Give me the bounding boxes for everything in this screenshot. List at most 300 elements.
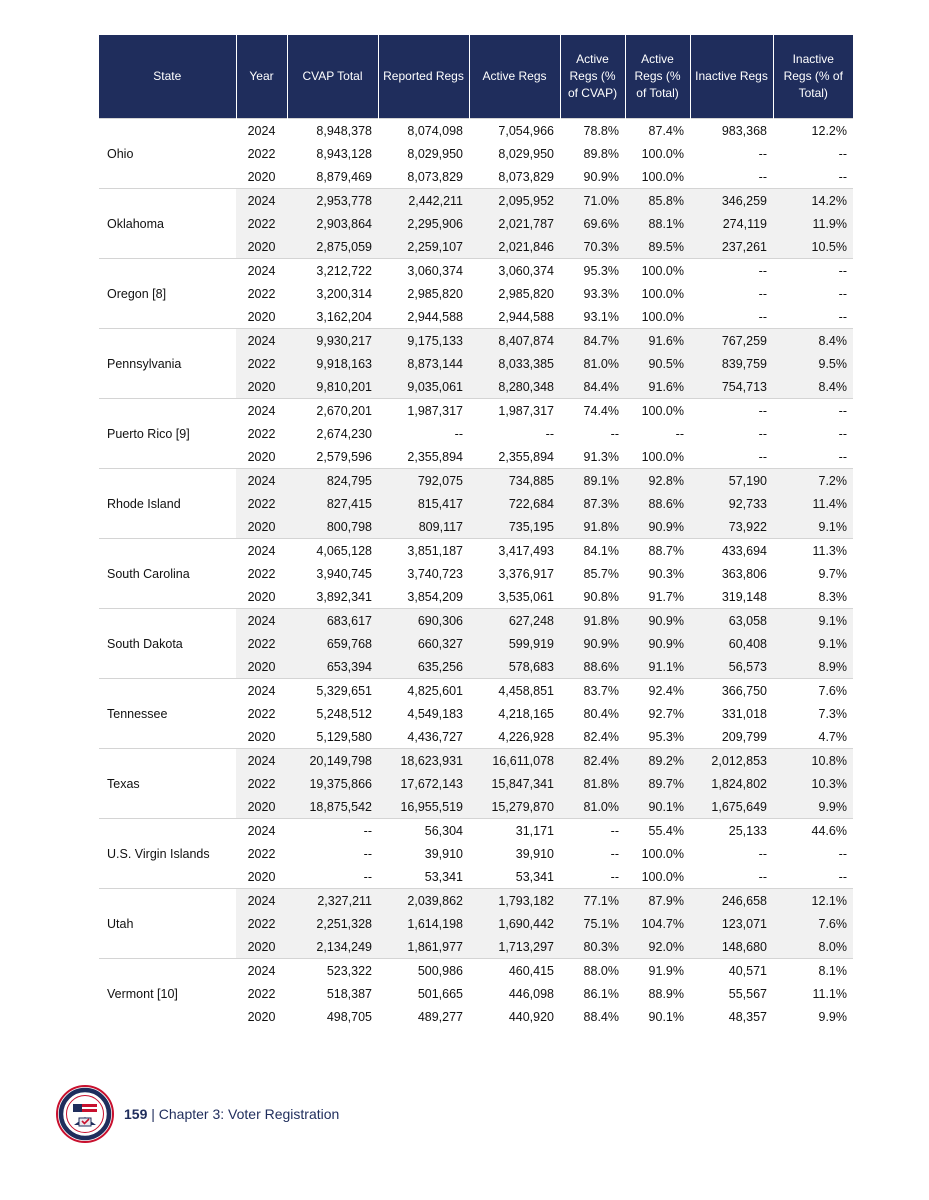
cvap-total-cell: 498,705 [326,1009,372,1024]
table-row [99,539,853,563]
cvap-total-cell: 800,798 [287,515,378,539]
active-pct-total-cell: 100.0% [641,169,684,184]
active-regs-cell: 8,280,348 [469,375,560,399]
inactive-regs-cell: 25,133 [690,819,773,843]
active-pct-cvap-cell: 71.0% [560,189,625,213]
cvap-total-cell: 3,892,341 [316,589,372,604]
inactive-pct-total-cell: 8.4% [773,375,853,399]
year-cell: 2022 [247,986,276,1001]
header-inactive-regs: Inactive Regs [690,35,773,119]
active-pct-total-cell: 90.5% [625,352,690,375]
inactive-regs-cell: -- [758,846,767,861]
active-regs-cell: 446,098 [508,986,554,1001]
state-cell: Vermont [10] [99,959,236,1029]
reported-regs-cell: 9,035,061 [378,375,469,399]
cvap-total-cell: 523,322 [287,959,378,983]
active-pct-total-cell: 95.3% [648,729,684,744]
cvap-total-cell: 518,387 [326,986,372,1001]
active-regs-cell: 460,415 [469,959,560,983]
year-cell: 2022 [247,426,276,441]
active-pct-cvap-cell: 90.9% [560,632,625,655]
inactive-regs-cell: 209,799 [721,729,767,744]
active-pct-total-cell: 89.5% [625,235,690,259]
active-pct-cvap-cell: 88.4% [583,1009,619,1024]
inactive-pct-total-cell: -- [838,309,847,324]
inactive-pct-total-cell: 8.4% [773,329,853,353]
inactive-regs-cell: -- [690,399,773,423]
year-cell: 2022 [236,212,287,235]
inactive-regs-cell: 60,408 [690,632,773,655]
inactive-pct-total-cell: 11.9% [773,212,853,235]
inactive-regs-cell: 148,680 [690,935,773,959]
active-regs-cell: 53,341 [515,869,554,884]
state-cell: Pennsylvania [99,329,236,399]
active-pct-cvap-cell: 75.1% [560,912,625,935]
year-cell: 2024 [236,119,287,143]
active-regs-cell: -- [545,426,554,441]
cvap-total-cell: 19,375,866 [287,772,378,795]
active-regs-cell: 599,919 [469,632,560,655]
cvap-total-cell: 3,212,722 [287,259,378,283]
table-row [99,679,853,703]
inactive-regs-cell: 237,261 [690,235,773,259]
active-pct-cvap-cell: 80.4% [583,706,619,721]
reported-regs-cell: 2,442,211 [378,189,469,213]
inactive-pct-total-cell: 9.7% [818,566,847,581]
inactive-regs-cell: 40,571 [690,959,773,983]
active-regs-cell: 15,279,870 [469,795,560,819]
reported-regs-cell: 2,295,906 [378,212,469,235]
cvap-total-cell: 9,810,201 [287,375,378,399]
chapter-title: Chapter 3: Voter Registration [158,1106,340,1122]
active-regs-cell: 2,355,894 [498,449,554,464]
inactive-pct-total-cell: -- [838,169,847,184]
header-reported-regs: Reported Regs [378,35,469,119]
reported-regs-cell: 16,955,519 [378,795,469,819]
year-cell: 2022 [236,772,287,795]
inactive-pct-total-cell: 8.3% [818,589,847,604]
cvap-total-cell: 5,129,580 [316,729,372,744]
table-row [99,609,853,633]
cvap-total-cell: 3,940,745 [316,566,372,581]
reported-regs-cell: 3,854,209 [407,589,463,604]
inactive-pct-total-cell: -- [838,286,847,301]
active-pct-cvap-cell: 86.1% [583,986,619,1001]
active-regs-cell: 627,248 [469,609,560,633]
active-pct-cvap-cell: 90.8% [583,589,619,604]
state-cell: Rhode Island [99,469,236,539]
active-regs-cell: 8,407,874 [469,329,560,353]
active-pct-cvap-cell: -- [610,426,619,441]
active-regs-cell: 3,535,061 [498,589,554,604]
reported-regs-cell: 4,825,601 [378,679,469,703]
year-cell: 2020 [236,515,287,539]
active-regs-cell: 7,054,966 [469,119,560,143]
active-pct-total-cell: 55.4% [625,819,690,843]
active-pct-total-cell: 90.9% [625,632,690,655]
reported-regs-cell: 8,073,829 [407,169,463,184]
table-row [99,819,853,843]
inactive-regs-cell: -- [758,286,767,301]
year-cell: 2022 [236,352,287,375]
reported-regs-cell: 8,074,098 [378,119,469,143]
inactive-pct-total-cell: 12.1% [773,889,853,913]
active-pct-total-cell: 90.3% [648,566,684,581]
reported-regs-cell: 56,304 [378,819,469,843]
state-cell: Utah [99,889,236,959]
inactive-pct-total-cell: 9.9% [773,795,853,819]
active-pct-total-cell: 92.0% [625,935,690,959]
active-regs-cell: 8,073,829 [498,169,554,184]
year-cell: 2024 [236,189,287,213]
active-pct-total-cell: 100.0% [641,869,684,884]
table-row [99,469,853,493]
table-row [99,259,853,283]
inactive-regs-cell: 48,357 [728,1009,767,1024]
active-regs-cell: 1,713,297 [469,935,560,959]
cvap-total-cell: 5,329,651 [287,679,378,703]
year-cell: 2020 [247,589,276,604]
year-cell: 2024 [236,469,287,493]
reported-regs-cell: 3,851,187 [378,539,469,563]
footer-text [124,1106,339,1122]
year-cell: 2020 [247,729,276,744]
page-footer [56,1085,339,1143]
inactive-pct-total-cell: 9.1% [773,632,853,655]
table-header-row [99,35,853,119]
active-pct-cvap-cell: 84.7% [560,329,625,353]
active-pct-total-cell: 85.8% [625,189,690,213]
active-regs-cell: 3,376,917 [498,566,554,581]
inactive-regs-cell: 767,259 [690,329,773,353]
reported-regs-cell: 39,910 [424,846,463,861]
reported-regs-cell: 2,039,862 [378,889,469,913]
year-cell: 2020 [247,169,276,184]
active-pct-total-cell: 104.7% [625,912,690,935]
cvap-total-cell: 9,930,217 [287,329,378,353]
active-pct-cvap-cell: 80.3% [560,935,625,959]
year-cell: 2024 [236,819,287,843]
active-regs-cell: 2,095,952 [469,189,560,213]
table-row [99,959,853,983]
year-cell: 2020 [247,449,276,464]
cvap-total-cell: 3,162,204 [316,309,372,324]
reported-regs-cell: 2,944,588 [407,309,463,324]
table-row [99,119,853,143]
reported-regs-cell: 4,549,183 [407,706,463,721]
active-pct-cvap-cell: -- [560,819,625,843]
inactive-regs-cell: 1,824,802 [690,772,773,795]
year-cell: 2022 [236,632,287,655]
active-pct-total-cell: 90.1% [648,1009,684,1024]
year-cell: 2020 [236,935,287,959]
inactive-pct-total-cell: 8.1% [773,959,853,983]
reported-regs-cell: 2,985,820 [407,286,463,301]
year-cell: 2024 [236,889,287,913]
inactive-pct-total-cell: 14.2% [773,189,853,213]
year-cell: 2022 [247,706,276,721]
year-cell: 2022 [236,492,287,515]
header-state: State [99,35,236,119]
active-pct-total-cell: 92.7% [648,706,684,721]
inactive-regs-cell: 331,018 [721,706,767,721]
inactive-regs-cell: 123,071 [690,912,773,935]
year-cell: 2022 [247,286,276,301]
year-cell: 2020 [247,309,276,324]
inactive-regs-cell: 92,733 [690,492,773,515]
eac-seal-icon [56,1085,114,1143]
state-cell: Oklahoma [99,189,236,259]
active-pct-cvap-cell: 93.1% [583,309,619,324]
active-pct-cvap-cell: 91.8% [560,609,625,633]
inactive-regs-cell: -- [758,426,767,441]
active-pct-cvap-cell: 70.3% [560,235,625,259]
year-cell: 2022 [236,912,287,935]
active-pct-cvap-cell: 89.1% [560,469,625,493]
inactive-pct-total-cell: 44.6% [773,819,853,843]
year-cell: 2020 [236,375,287,399]
inactive-regs-cell: 73,922 [690,515,773,539]
inactive-pct-total-cell: 9.1% [773,609,853,633]
active-pct-cvap-cell: 78.8% [560,119,625,143]
cvap-total-cell: 2,670,201 [287,399,378,423]
active-regs-cell: 4,226,928 [498,729,554,744]
registration-table [99,35,853,1028]
table-row [99,749,853,773]
active-regs-cell: 578,683 [469,655,560,679]
footer-separator: | [151,1106,155,1122]
cvap-total-cell: 9,918,163 [287,352,378,375]
active-pct-cvap-cell: 88.0% [560,959,625,983]
active-pct-cvap-cell: 81.0% [560,795,625,819]
active-pct-cvap-cell: 93.3% [583,286,619,301]
active-pct-cvap-cell: -- [610,846,619,861]
inactive-pct-total-cell: -- [838,146,847,161]
inactive-pct-total-cell: 11.1% [812,986,847,1001]
active-regs-cell: 2,021,787 [469,212,560,235]
active-pct-total-cell: 91.6% [625,375,690,399]
year-cell: 2024 [236,609,287,633]
reported-regs-cell: 53,341 [424,869,463,884]
table-row [99,189,853,213]
cvap-total-cell: 2,674,230 [316,426,372,441]
year-cell: 2020 [236,655,287,679]
inactive-regs-cell: 63,058 [690,609,773,633]
active-pct-cvap-cell: 83.7% [560,679,625,703]
inactive-pct-total-cell: 7.2% [773,469,853,493]
inactive-pct-total-cell: 8.9% [773,655,853,679]
reported-regs-cell: 1,987,317 [378,399,469,423]
inactive-regs-cell: 2,012,853 [690,749,773,773]
year-cell: 2024 [236,749,287,773]
active-pct-total-cell: 100.0% [625,259,690,283]
inactive-pct-total-cell: 4.7% [818,729,847,744]
active-regs-cell: 1,690,442 [469,912,560,935]
year-cell: 2024 [236,679,287,703]
inactive-pct-total-cell: 8.0% [773,935,853,959]
inactive-pct-total-cell: 9.9% [818,1009,847,1024]
inactive-pct-total-cell: 7.6% [773,912,853,935]
active-pct-total-cell: 100.0% [641,846,684,861]
active-pct-total-cell: 91.7% [648,589,684,604]
inactive-regs-cell: -- [758,869,767,884]
inactive-pct-total-cell: -- [838,846,847,861]
active-pct-cvap-cell: 90.9% [583,169,619,184]
inactive-regs-cell: -- [758,449,767,464]
inactive-pct-total-cell: -- [838,449,847,464]
reported-regs-cell: -- [454,426,463,441]
active-pct-total-cell: 88.7% [625,539,690,563]
inactive-regs-cell: 1,675,649 [690,795,773,819]
active-regs-cell: 4,458,851 [469,679,560,703]
active-pct-cvap-cell: 82.4% [560,749,625,773]
reported-regs-cell: 660,327 [378,632,469,655]
cvap-total-cell: -- [363,846,372,861]
year-cell: 2022 [247,846,276,861]
year-cell: 2022 [247,566,276,581]
active-pct-total-cell: 90.9% [625,609,690,633]
inactive-regs-cell: 983,368 [690,119,773,143]
reported-regs-cell: 2,355,894 [407,449,463,464]
inactive-pct-total-cell: 12.2% [773,119,853,143]
reported-regs-cell: 1,614,198 [378,912,469,935]
cvap-total-cell: 683,617 [287,609,378,633]
state-cell: Oregon [8] [99,259,236,329]
active-pct-total-cell: 88.1% [625,212,690,235]
active-pct-cvap-cell: 91.8% [560,515,625,539]
year-cell: 2024 [236,399,287,423]
active-regs-cell: 735,195 [469,515,560,539]
active-pct-cvap-cell: 81.0% [560,352,625,375]
reported-regs-cell: 1,861,977 [378,935,469,959]
inactive-pct-total-cell: 11.3% [773,539,853,563]
active-regs-cell: 31,171 [469,819,560,843]
active-pct-total-cell: 88.9% [648,986,684,1001]
active-pct-total-cell: 89.7% [625,772,690,795]
active-regs-cell: 2,985,820 [498,286,554,301]
state-cell: Ohio [99,119,236,189]
active-pct-cvap-cell: 87.3% [560,492,625,515]
cvap-total-cell: 8,879,469 [316,169,372,184]
cvap-total-cell: 2,875,059 [287,235,378,259]
reported-regs-cell: 500,986 [378,959,469,983]
year-cell: 2022 [247,146,276,161]
active-pct-total-cell: 100.0% [641,286,684,301]
active-pct-total-cell: 90.9% [625,515,690,539]
active-pct-total-cell: 87.4% [625,119,690,143]
active-pct-cvap-cell: 88.6% [560,655,625,679]
reported-regs-cell: 17,672,143 [378,772,469,795]
cvap-total-cell: 2,953,778 [287,189,378,213]
active-regs-cell: 1,793,182 [469,889,560,913]
inactive-pct-total-cell: 7.3% [818,706,847,721]
reported-regs-cell: 4,436,727 [407,729,463,744]
table-row [99,889,853,913]
active-regs-cell: 734,885 [469,469,560,493]
page-number: 159 [124,1106,148,1122]
reported-regs-cell: 2,259,107 [378,235,469,259]
year-cell: 2020 [236,795,287,819]
cvap-total-cell: 824,795 [287,469,378,493]
active-pct-cvap-cell: 84.1% [560,539,625,563]
inactive-regs-cell: 366,750 [690,679,773,703]
inactive-regs-cell: 839,759 [690,352,773,375]
active-pct-total-cell: 100.0% [641,309,684,324]
inactive-pct-total-cell: 9.1% [773,515,853,539]
active-pct-total-cell: 90.1% [625,795,690,819]
active-regs-cell: 8,033,385 [469,352,560,375]
active-pct-total-cell: 100.0% [641,146,684,161]
active-pct-cvap-cell: 91.3% [583,449,619,464]
active-pct-cvap-cell: 84.4% [560,375,625,399]
active-pct-total-cell: 92.8% [625,469,690,493]
active-pct-total-cell: 100.0% [625,399,690,423]
inactive-pct-total-cell: -- [773,259,853,283]
table-row [99,399,853,423]
reported-regs-cell: 18,623,931 [378,749,469,773]
reported-regs-cell: 3,060,374 [378,259,469,283]
reported-regs-cell: 635,256 [378,655,469,679]
cvap-total-cell: 659,768 [287,632,378,655]
cvap-total-cell: 3,200,314 [316,286,372,301]
active-pct-cvap-cell: 77.1% [560,889,625,913]
inactive-pct-total-cell: 10.3% [773,772,853,795]
year-cell: 2024 [236,329,287,353]
header-cvap-total: CVAP Total [287,35,378,119]
state-cell: Puerto Rico [9] [99,399,236,469]
inactive-regs-cell: -- [758,146,767,161]
active-pct-total-cell: 87.9% [625,889,690,913]
active-regs-cell: 440,920 [508,1009,554,1024]
inactive-regs-cell: -- [758,169,767,184]
header-active-pct-total: Active Regs (% of Total) [625,35,690,119]
reported-regs-cell: 690,306 [378,609,469,633]
year-cell: 2024 [236,259,287,283]
cvap-total-cell: 2,903,864 [287,212,378,235]
active-pct-cvap-cell: -- [610,869,619,884]
cvap-total-cell: -- [363,869,372,884]
reported-regs-cell: 815,417 [378,492,469,515]
active-regs-cell: 15,847,341 [469,772,560,795]
state-cell: South Carolina [99,539,236,609]
inactive-regs-cell: 56,573 [690,655,773,679]
active-regs-cell: 2,021,846 [469,235,560,259]
inactive-regs-cell: 274,119 [690,212,773,235]
inactive-regs-cell: 433,694 [690,539,773,563]
cvap-total-cell: -- [287,819,378,843]
reported-regs-cell: 489,277 [417,1009,463,1024]
active-regs-cell: 2,944,588 [498,309,554,324]
cvap-total-cell: 2,251,328 [287,912,378,935]
active-regs-cell: 722,684 [469,492,560,515]
reported-regs-cell: 8,873,144 [378,352,469,375]
active-pct-cvap-cell: 85.7% [583,566,619,581]
active-pct-total-cell: 91.9% [625,959,690,983]
active-regs-cell: 16,611,078 [469,749,560,773]
year-cell: 2024 [236,539,287,563]
state-cell: Tennessee [99,679,236,749]
inactive-regs-cell: 346,259 [690,189,773,213]
cvap-total-cell: 4,065,128 [287,539,378,563]
reported-regs-cell: 792,075 [378,469,469,493]
header-active-regs: Active Regs [469,35,560,119]
active-pct-total-cell: 89.2% [625,749,690,773]
inactive-pct-total-cell: 9.5% [773,352,853,375]
inactive-pct-total-cell: -- [773,399,853,423]
active-regs-cell: 4,218,165 [498,706,554,721]
inactive-regs-cell: 754,713 [690,375,773,399]
reported-regs-cell: 3,740,723 [407,566,463,581]
